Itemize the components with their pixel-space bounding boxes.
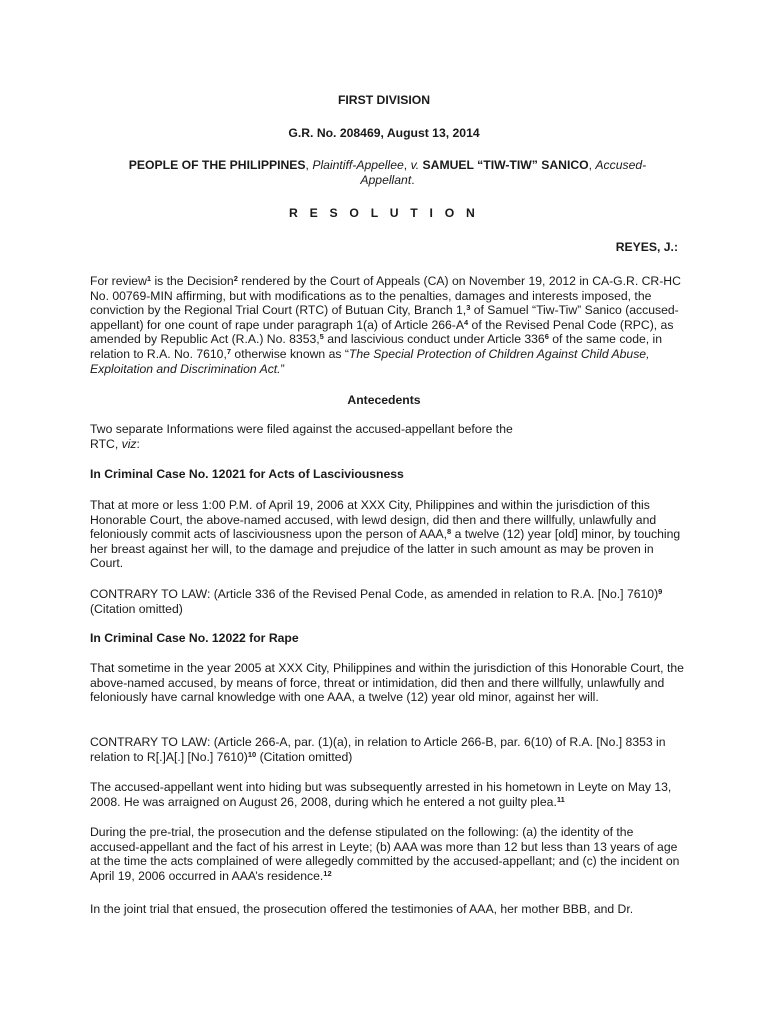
accused-role: Accused- [595,158,647,172]
division-heading: FIRST DIVISION [337,93,431,107]
paragraph-informations: Two separate Informations were filed against the accused-appellant before the RTC, viz: [90,422,513,451]
footnote-ref[interactable]: 11 [556,794,565,804]
act-title: The Special Protection of Children Against Child Abuse, Exploitation and Discrimination Act. [90,346,650,376]
information-12022: That sometime in the year 2005 at XXX City, Philippines and within the jurisdiction of this Honorable Court, the above-named accused, by means of force, threat or intimidation, did then and there willfully, unlawfully and feloniously have carnal knowledge with one AAA, a twelve (12) year old minor, against her will. [90,661,684,705]
footnote-ref[interactable]: 12 [323,868,332,878]
footnote-ref[interactable]: 5 [319,332,324,342]
paragraph-review: For review$^1$ is the Decision$^2$ rendered by the Court of Appeals (CA) on November 19, 2012 in CA-G.R. CR-HC No. 00769-MIN affirming, but with modifications as to the penalties, damages and interests imposed, the conviction by the Regional Trial Court (RTC) of Butuan City, Branch 1,$^3$ of Samuel “Tiw-Tiw” Sanico (accused-appellant) for one count of rape under paragraph 1(a) of Article $266-A^4$ of the Revised Penal Code (RPC), as amended by Republic Act (R.A.) No. 8353,$^5$ and lascivious conduct under Article $336^6$ of the same code, in relation to R.A. No. 7610,$^7$ otherwise known as “The Special Protection of Children Against Child Abuse, Exploitation and Discrimination Act.” [90,274,681,376]
information-12021: That at more or less 1:00 P.M. of April 19, 2006 at XXX City, Philippines and within the jurisdiction of this Honorable Court, the above-named accused, with lewd design, did then and there willfully, unlawfully and feloniously commit acts of lasciviousness upon the person of AAA,$^8$ a twelve (12) year [old] minor, by touching her breast against her will, to the damage and prejudice of the latter in such amount as may be proven in Court. [90,498,681,571]
footnote-ref[interactable]: 3 [466,303,471,313]
case-number: G.R. No. 208469, August 13, 2014 [288,126,480,140]
footnote-ref[interactable]: 8 [447,527,452,537]
paragraph-arrest: The accused-appellant went into hiding but was subsequently arrested in his hometown in Leyte on May 13, 2008. He was arraigned on August 26, 2008, during which he entered a not guilty plea.$^{11}$ [90,780,672,809]
footnote-ref[interactable]: 2 [233,274,238,283]
case-title: PEOPLE OF THE PHILIPPINES, Plaintiff-Appellee, v. SAMUEL “TIW-TIW” SANICO, Accused- Appellant. [128,158,647,187]
footnote-ref[interactable]: 4 [464,317,469,327]
accused-role-cont: Appellant [360,172,412,187]
contrary-to-law-12022: CONTRARY TO LAW: (Article 266-A, par. (1)(a), in relation to Article 266-B, par. 6(10) of R.A. [No.] 8353 in relation to R[.]A[.] [No.] 7610)$^{10}$ (Citation omitted) [90,735,666,764]
footnote-ref[interactable]: 9 [658,587,663,596]
antecedents-heading: Antecedents [347,393,421,407]
footnote-ref[interactable]: 10 [247,749,257,759]
case-heading-12021: In Criminal Case No. 12021 for Acts of Lasciviousness [90,467,404,481]
plaintiff-role: Plaintiff-Appellee [312,158,404,172]
case-heading-12022: In Criminal Case No. 12022 for Rape [90,631,299,645]
footnote-ref[interactable]: 7 [226,346,232,356]
accused-name: SAMUEL “TIW-TIW” SANICO [422,158,589,172]
ponente: REYES, J.: [615,240,678,254]
contrary-to-law-12021: CONTRARY TO LAW: (Article 336 of the Revised Penal Code, as amended in relation to R.A. [No.] 7610)$^9$ (Citation omitted) [90,587,663,616]
document-type: R E S O L U T I O N [289,206,479,220]
paragraph-trial: In the joint trial that ensued, the prosecution offered the testimonies of AAA, her mother BBB, and Dr. [90,902,634,916]
footnote-ref[interactable]: 1 [146,274,152,283]
plaintiff-name: PEOPLE OF THE PHILIPPINES [128,158,306,172]
paragraph-pretrial: During the pre-trial, the prosecution and the defense stipulated on the following: (a) the identity of the accused-appellant and the fact of his arrest in Leyte; (b) AAA was more than 12 but less than 13 years of age at the time the acts complained of were allegedly committed by the accused-appellant; and (c) the incident on April 19, 2006 occurred in AAA’s residence.$^{12}$ [90,825,680,883]
versus: v. [410,158,420,172]
footnote-ref[interactable]: 6 [544,332,549,342]
